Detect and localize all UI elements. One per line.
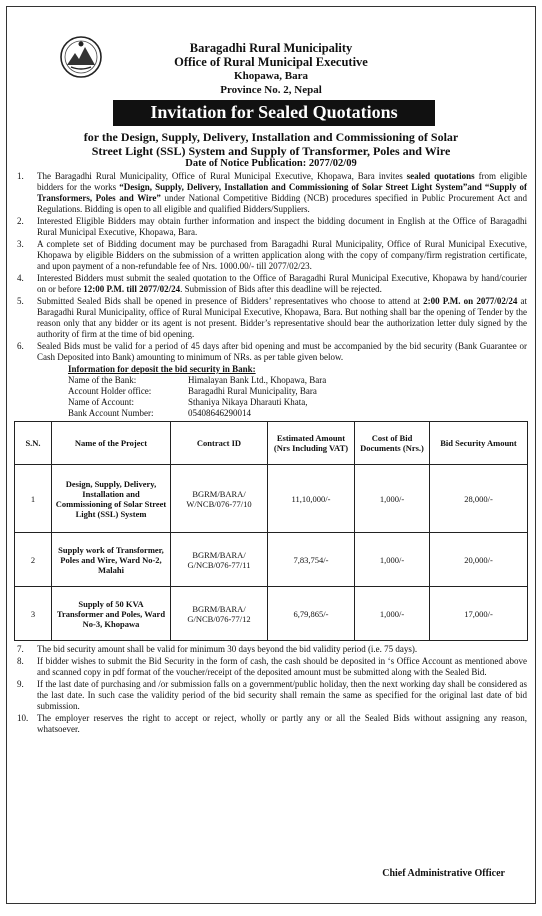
clause-item: 3. A complete set of Bidding document may be purchased from Baragadhi Rural Municipality, Office of Rural Municipal Executive, Khopawa by eligible Bidders on the submission of a written application along with the copy of company/firm registration certificate, and upon payment of a non-refundable fee of Nrs. 1000.00/- till 2077/02/23. — [17, 239, 527, 271]
column-header: S.N. — [15, 422, 52, 465]
notice-page — [6, 6, 536, 904]
bid-table — [14, 421, 528, 641]
column-header: Contract ID — [171, 422, 268, 465]
cell-project: Design, Supply, Delivery, Installation and Commissioning of Solar Street Light (SSL) System — [52, 465, 171, 533]
column-header: Cost of Bid Documents (Nrs.) — [355, 422, 430, 465]
column-header: Estimated Amount (Nrs Including VAT) — [268, 422, 355, 465]
bank-row: Name of Account: Sthaniya Nikaya Dharauti Khata, — [68, 397, 308, 407]
bank-info — [68, 364, 527, 419]
clause-list — [15, 171, 527, 363]
cell-estimated-amount: 11,10,000/- — [268, 465, 355, 533]
cell-contract-id: BGRM/BARA/ G/NCB/076-77/12 — [171, 587, 268, 641]
cell-sn: 2 — [15, 533, 52, 587]
office-location: Khopawa, Bara — [234, 70, 308, 82]
clause-item: 10. The employer reserves the right to accept or reject, wholly or partly any or all the Sealed Bids without assigning any reason, whatsoever. — [17, 713, 527, 734]
cell-contract-id: BGRM/BARA/ G/NCB/076-77/11 — [171, 533, 268, 587]
column-header: Name of the Project — [52, 422, 171, 465]
bank-row: Account Holder office: Baragadhi Rural Municipality, Bara — [68, 386, 317, 396]
bank-row: Bank Account Number: 05408646290014 — [68, 408, 251, 418]
cell-estimated-amount: 6,79,865/- — [268, 587, 355, 641]
cell-project: Supply of 50 KVA Transformer and Poles, Ward No-3, Khopawa — [52, 587, 171, 641]
cell-doc-cost: 1,000/- — [355, 533, 430, 587]
clause-item: 2. Interested Eligible Bidders may obtain further information and inspect the bidding document in English at the Office of Baragadhi Rural Municipal Executive, Khopawa, Bara. — [17, 216, 527, 237]
cell-sn: 3 — [15, 587, 52, 641]
cell-sn: 1 — [15, 465, 52, 533]
clause-list-2 — [15, 644, 527, 735]
clause-item: 4. Interested Bidders must submit the sealed quotation to the Office of Baragadhi Rural Municipal Executive, Khopawa by hand/courier on or before 12:00 P.M. till 2077/02/24. Submission of Bids after this deadline will be rejected. — [17, 273, 527, 294]
table-row — [15, 587, 528, 641]
clause-item: 8. If bidder wishes to submit the Bid Security in the form of cash, the cash should be deposited in ‘s Office Account as mentioned above and scanned copy in pdf format of the voucher/receipt of the deposited amount must be submitted along with the Sealed Bid. — [17, 656, 527, 677]
column-header: Bid Security Amount — [430, 422, 528, 465]
notice-title-banner: Invitation for Sealed Quotations — [113, 100, 435, 126]
province: Province No. 2, Nepal — [220, 84, 322, 96]
cell-project: Supply work of Transformer, Poles and Wire, Ward No-2, Malahi — [52, 533, 171, 587]
cell-bid-security: 28,000/- — [430, 465, 528, 533]
cell-doc-cost: 1,000/- — [355, 587, 430, 641]
table-row — [15, 533, 528, 587]
bank-row: Name of the Bank: Himalayan Bank Ltd., Khopawa, Bara — [68, 375, 327, 385]
bank-info-heading: Information for deposit the bid security in Bank: — [68, 364, 256, 374]
office-name: Office of Rural Municipal Executive — [174, 55, 368, 69]
cell-estimated-amount: 7,83,754/- — [268, 533, 355, 587]
signatory: Chief Administrative Officer — [382, 868, 505, 879]
clause-item: 7. The bid security amount shall be valid for minimum 30 days beyond the bid validity period (i.e. 75 days). — [17, 644, 418, 654]
nepal-government-emblem-icon — [59, 35, 103, 79]
municipality-name: Baragadhi Rural Municipality — [189, 41, 353, 55]
cell-bid-security: 20,000/- — [430, 533, 528, 587]
cell-doc-cost: 1,000/- — [355, 465, 430, 533]
subtitle-line-2: Street Light (SSL) System and Supply of Transformer, Poles and Wire — [91, 144, 451, 158]
clause-item: 9. If the last date of purchasing and /or submission falls on a government/public holiday, then the next working day shall be considered as the last date. In such case the validity period of the bid security shall remain the same as specified for the original last date of bid submission. — [17, 679, 527, 711]
cell-bid-security: 17,000/- — [430, 587, 528, 641]
cell-contract-id: BGRM/BARA/ W/NCB/076-77/10 — [171, 465, 268, 533]
table-row — [15, 465, 528, 533]
clause-item: 5. Submitted Sealed Bids shall be opened in presence of Bidders’ representatives who choose to attend at 2:00 P.M. on 2077/02/24 at Baragadhi Rural Municipality, office of Rural Municipal Executive, Khopawa, Bara. But nothing shall bar the opening of Tender by the reason only that any bidder or its agent is not present. Bidder’s representative should bear the authorization letter duly signed by the authority of firm at the time of bid opening. — [17, 296, 528, 339]
clause-item: 1. The Baragadhi Rural Municipality, Office of Rural Municipal Executive, Khopawa, Bara invites sealed quotations from eligible bidders for the works “Design, Supply, Delivery, Installation and Commissioning of Solar Street Light System”and “Supply of Transformers, Poles and Wire” under National Competitive Bidding (NCB) procedures specified in Public Procurement Act and Regulations. Bidding is open to all eligible and qualified Bidders/Suppliers. — [17, 171, 527, 214]
table-header-row — [15, 422, 528, 465]
notice-date: Date of Notice Publication: 2077/02/09 — [185, 158, 357, 169]
clause-item: 6. Sealed Bids must be valid for a period of 45 days after bid opening and must be accompanied by the bid security (Bank Guarantee or Cash Deposited into Bank) amounting to minimum of NRs. as per table given below. — [17, 341, 527, 362]
subtitle-line-1: for the Design, Supply, Delivery, Installation and Commissioning of Solar — [83, 130, 459, 144]
